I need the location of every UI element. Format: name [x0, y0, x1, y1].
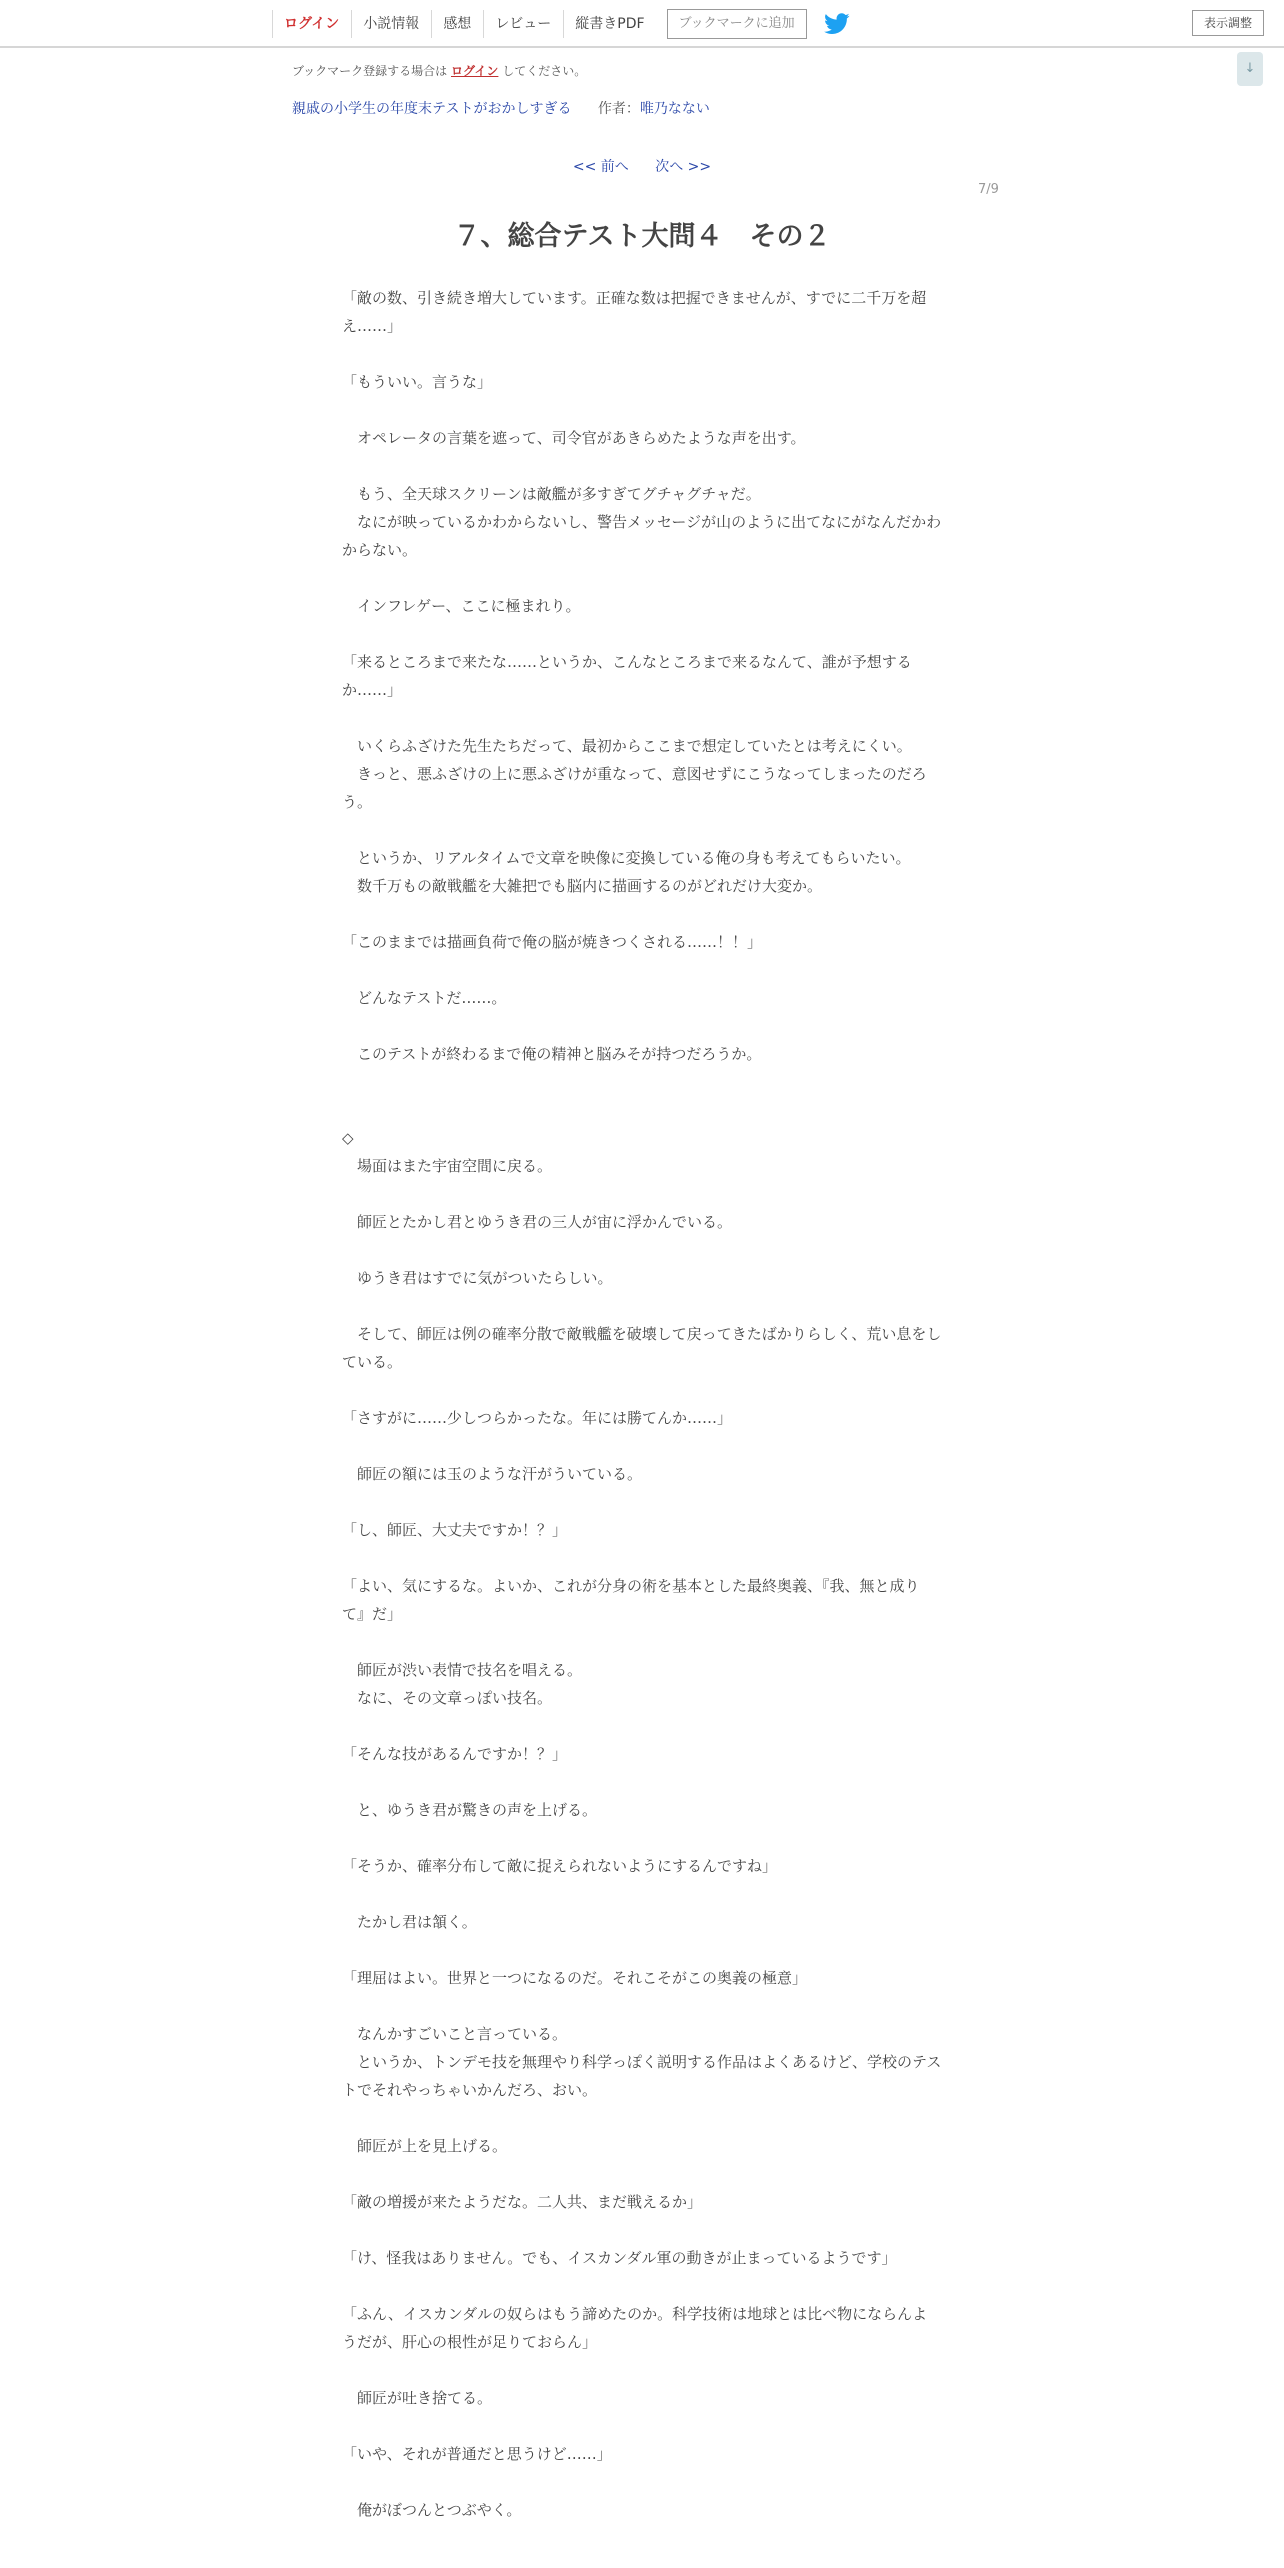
blank-line	[342, 1068, 942, 1096]
body-line: オペレータの言葉を遮って、司令官があきらめたような声を出す。	[342, 429, 806, 447]
body-line: 「敵の数、引き続き増大しています。正確な数は把握できませんが、すでに二千万を超え……」	[342, 289, 927, 335]
body-line: 「いや、それが普通だと思うけど……」	[342, 2445, 612, 2463]
blank-line	[342, 1936, 942, 1964]
body-line: きっと、悪ふざけの上に悪ふざけが重なって、意図せずにこうなってしまったのだろう。	[342, 765, 927, 811]
body-line: 「よい、気にするな。よいか、これが分身の術を基本とした最終奥義、『我、無と成りて』だ」	[342, 1577, 920, 1623]
body-line: 「そうか、確率分布して敵に捉えられないようにするんですね」	[342, 1857, 778, 1875]
body-line: 「敵の増援が来たようだな。二人共、まだ戦えるか」	[342, 2193, 703, 2211]
body-line: というか、リアルタイムで文章を映像に変換している俺の身も考えてもらいたい。	[342, 849, 911, 867]
body-line: このテストが終わるまで俺の精神と脳みそが持つだろうか。	[342, 1045, 762, 1063]
nav-login[interactable]: ログイン	[272, 10, 351, 38]
body-line: もう、全天球スクリーンは敵艦が多すぎてグチャグチャだ。	[342, 485, 761, 503]
login-notice-link[interactable]: ログイン	[451, 64, 499, 78]
body-line: 師匠が渋い表情で技名を唱える。	[342, 1661, 583, 1679]
blank-line	[342, 2216, 942, 2244]
body-line: 「このままでは描画負荷で俺の脳が焼きつくされる……！！」	[342, 933, 763, 951]
blank-line	[342, 1432, 942, 1460]
blank-line	[342, 1096, 942, 1124]
chapter-pager	[0, 156, 1284, 176]
body-line: というか、トンデモ技を無理やり科学っぽく説明する作品はよくあるけど、学校のテストでそれやっちゃいかんだろ、おい。	[342, 2053, 942, 2099]
twitter-icon[interactable]	[823, 12, 851, 36]
body-line: 師匠が吐き捨てる。	[342, 2389, 493, 2407]
body-line: 場面はまた宇宙空間に戻る。	[342, 1157, 553, 1175]
body-line: そして、師匠は例の確率分散で敵戦艦を破壊して戻ってきたばかりらしく、荒い息をしている。	[342, 1325, 942, 1371]
blank-line	[342, 1236, 942, 1264]
blank-line	[342, 2356, 942, 2384]
nav-review[interactable]: レビュー	[483, 10, 563, 38]
blank-line	[342, 1292, 942, 1320]
blank-line	[342, 620, 942, 648]
blank-line	[342, 1180, 942, 1208]
top-nav	[272, 10, 851, 38]
blank-line	[342, 564, 942, 592]
prev-chapter-link[interactable]: << 前へ	[572, 159, 629, 175]
blank-line	[342, 2272, 942, 2300]
blank-line	[342, 1376, 942, 1404]
body-line: 師匠が上を見上げる。	[342, 2137, 508, 2155]
blank-line	[342, 1628, 942, 1656]
blank-line	[342, 1880, 942, 1908]
body-line: たかし君は頷く。	[342, 1913, 477, 1931]
body-line: 「け、怪我はありません。でも、イスカンダル軍の動きが止まっているようです」	[342, 2249, 897, 2267]
login-notice-prefix: ブックマーク登録する場合は	[292, 64, 448, 78]
login-notice	[292, 62, 586, 79]
body-line: 「さすがに……少しつらかったな。年には勝てんか……」	[342, 1409, 733, 1427]
next-chapter-link[interactable]: 次へ >>	[655, 159, 712, 175]
nav-novel-info[interactable]: 小説情報	[351, 10, 431, 38]
body-line: 「ふん、イスカンダルの奴らはもう諦めたのか。科学技術は地球とは比べ物にならんようだが、肝心の根性が足りておらん」	[342, 2305, 928, 2351]
novel-title-link[interactable]: 親戚の小学生の年度末テストがおかしすぎる	[292, 101, 572, 117]
blank-line	[342, 452, 942, 480]
body-line: 「来るところまで来たな……というか、こんなところまで来るなんて、誰が予想するか……」	[342, 653, 912, 699]
nav-vertical-pdf[interactable]: 縦書きPDF	[563, 10, 656, 38]
top-header	[0, 0, 1284, 48]
blank-line	[342, 1992, 942, 2020]
blank-line	[342, 2468, 942, 2496]
display-settings-button[interactable]: 表示調整	[1192, 10, 1264, 36]
blank-line	[342, 396, 942, 424]
author-name-link[interactable]: 唯乃なない	[639, 101, 710, 117]
page-number: 7/9	[978, 182, 999, 197]
blank-line	[342, 2412, 942, 2440]
blank-line	[342, 816, 942, 844]
blank-line	[342, 1768, 942, 1796]
author-label: 作者：	[597, 101, 640, 117]
nav-impressions[interactable]: 感想	[431, 10, 483, 38]
login-notice-suffix: してください。	[502, 64, 587, 78]
blank-line	[342, 2160, 942, 2188]
blank-line	[342, 956, 942, 984]
add-bookmark-button[interactable]: ブックマークに追加	[667, 9, 807, 39]
blank-line	[342, 704, 942, 732]
chapter-title: ７、総合テスト大問４ その２	[453, 221, 831, 252]
body-line: なに、その文章っぽい技名。	[342, 1689, 553, 1707]
body-line: なんかすごいこと言っている。	[342, 2025, 568, 2043]
body-line: いくらふざけた先生たちだって、最初からここまで想定していたとは考えにくい。	[342, 737, 912, 755]
body-line: インフレゲー、ここに極まれり。	[342, 597, 581, 615]
body-line: なにが映っているかわからないし、警告メッセージが山のように出てなにがなんだかわからない。	[342, 513, 942, 559]
blank-line	[342, 1488, 942, 1516]
blank-line	[342, 2104, 942, 2132]
body-line: 「もういい。言うな」	[342, 373, 493, 391]
body-line: 「そんな技があるんですか！？」	[342, 1745, 568, 1763]
blank-line	[342, 1824, 942, 1852]
body-line: 「し、師匠、大丈夫ですか！？」	[342, 1521, 568, 1539]
body-line: 俺がぼつんとつぶやく。	[342, 2501, 522, 2519]
body-line: 数千万もの敵戦艦を大雑把でも脳内に描画するのがどれだけ大変か。	[342, 877, 823, 895]
novel-info-line	[292, 98, 710, 118]
body-line: 師匠とたかし君とゆうき君の三人が宙に浮かんでいる。	[342, 1213, 733, 1231]
blank-line	[342, 1712, 942, 1740]
scroll-down-arrow-icon[interactable]: ↓	[1237, 52, 1263, 86]
blank-line	[342, 900, 942, 928]
blank-line	[342, 340, 942, 368]
blank-line	[342, 1544, 942, 1572]
body-line: と、ゆうき君が驚きの声を上げる。	[342, 1801, 598, 1819]
body-line: ◇	[342, 1129, 354, 1147]
body-line: ゆうき君はすでに気がついたらしい。	[342, 1269, 613, 1287]
body-line: どんなテストだ……。	[342, 989, 507, 1007]
novel-body	[342, 284, 942, 2524]
body-line: 師匠の額には玉のような汗がういている。	[342, 1465, 643, 1483]
blank-line	[342, 1012, 942, 1040]
body-line: 「理屈はよい。世界と一つになるのだ。それこそがこの奥義の極意」	[342, 1969, 808, 1987]
